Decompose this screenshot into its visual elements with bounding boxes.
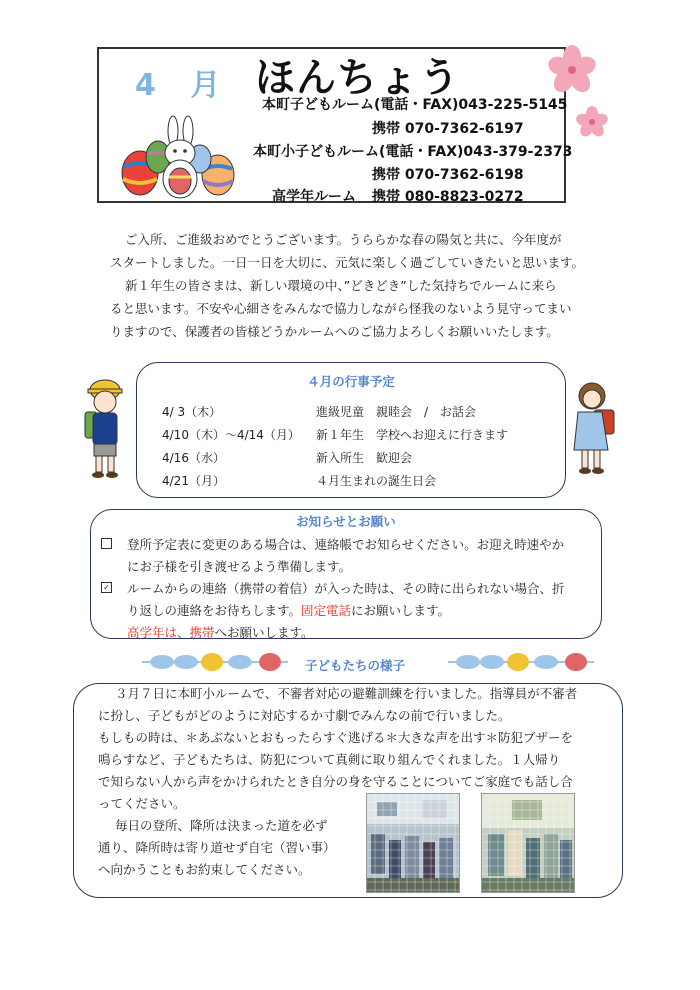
kids-text: ３月７日に本町小ルームで、不審者対応の避難訓練を行いました。指導員が不審者: [115, 686, 578, 701]
contact-line: 携帯 070-7362-6198: [372, 167, 524, 183]
leaf-garland-decoration: [140, 647, 290, 677]
intro-line: ご入所、ご進級おめでとうございます。うららかな春の陽気と共に、今年度が: [125, 232, 562, 247]
drill-photo: [366, 793, 460, 893]
notice-text: へお願いします。: [214, 625, 314, 640]
intro-line: スタートしました。一日一日を大切に、元気に楽しく過ごしていきたいと思います。: [110, 255, 585, 270]
event-desc: 新入所生 歓迎会: [316, 451, 413, 465]
schoolgirl-illustration: [568, 378, 620, 482]
contact-line: 本町小子どもルーム(電話・FAX)043-379-2373: [253, 144, 573, 160]
contact-line: 携帯 070-7362-6197: [372, 121, 524, 137]
notice-text: にお願いします。: [351, 603, 451, 618]
kids-text: ってください。: [98, 796, 186, 811]
notice-highlight: 高学年は、携帯: [127, 625, 215, 640]
notice-text: 登所予定表に変更のある場合は、連絡帳でお知らせください。お迎え時速やか: [127, 537, 565, 552]
notice-highlight: 固定電話: [301, 603, 352, 618]
event-desc: 新１年生 学校へお迎えに行きます: [316, 428, 509, 442]
kids-text: 毎日の登所、降所は決まった道を必ず: [115, 818, 328, 833]
month-label: 4 月: [135, 68, 233, 103]
checkbox-icon: [101, 538, 112, 549]
easter-bunny-eggs-illustration: [118, 115, 238, 200]
event-date: 4/21（月）: [162, 474, 225, 488]
kids-text: で知らない人から声をかけられたとき自分の身を守ることについてご家庭でも話し合: [98, 774, 573, 789]
notice-text: り返しの連絡をお待ちします。: [127, 603, 302, 618]
kids-text: 通り、降所時は寄り道せず自宅（習い事）: [98, 840, 336, 855]
kids-text: 鳴らすなど、子どもたちは、防犯について真剣に取り組んでくれました。１人帰り: [98, 752, 561, 767]
sakura-flower-icon: [542, 44, 608, 144]
event-desc: 進級児童 親睦会 / お話会: [316, 405, 477, 419]
notice-text: ルームからの連絡（携帯の着信）が入った時は、その時に出られない場合、折: [127, 581, 565, 596]
kids-section-title: 子どもたちの様子: [304, 658, 405, 673]
kids-text: もしもの時は、＊あぶないとおもったらすぐ逃げる＊大きな声を出す＊防犯ブザーを: [98, 730, 574, 745]
event-desc: ４月生まれの誕生日会: [316, 474, 437, 488]
contact-line: 高学年ルーム: [272, 189, 356, 205]
notice-text-line: [127, 623, 314, 641]
event-date: 4/16（水）: [162, 451, 225, 465]
contact-line: 本町子どもルーム(電話・FAX)043-225-5145: [262, 97, 568, 113]
intro-line: りますので、保護者の皆様どうかルームへのご協力よろしくお願いいたします。: [110, 324, 559, 339]
notice-text-line: [127, 601, 450, 619]
event-date: 4/ 3（木）: [162, 405, 222, 419]
kids-text: へ向かうこともお約束してください。: [98, 862, 311, 877]
checkbox-checked-icon: ✓: [101, 582, 112, 593]
event-date: 4/10（木）～4/14（月）: [162, 428, 300, 442]
notice-text: にお子様を引き渡せるよう準備します。: [127, 559, 352, 574]
kids-text: に扮し、子どもがどのように対応するか寸劇でみんなの前で行いました。: [98, 708, 511, 723]
contact-line: 携帯 080-8823-0272: [372, 189, 524, 205]
events-title: ４月の行事予定: [307, 374, 395, 389]
notice-title: お知らせとお願い: [296, 514, 396, 529]
leaf-garland-decoration: [446, 647, 596, 677]
drill-photo: [481, 793, 575, 893]
intro-line: ると思います。不安や心細さをみんなで協力しながら怪我のないよう見守ってまい: [110, 301, 572, 316]
newsletter-title: ほんちょう: [255, 55, 460, 101]
schoolboy-illustration: [78, 376, 128, 484]
intro-line: 新１年生の皆さまは、新しい環境の中、”どきどき”した気持ちでルームに来ら: [125, 278, 557, 293]
